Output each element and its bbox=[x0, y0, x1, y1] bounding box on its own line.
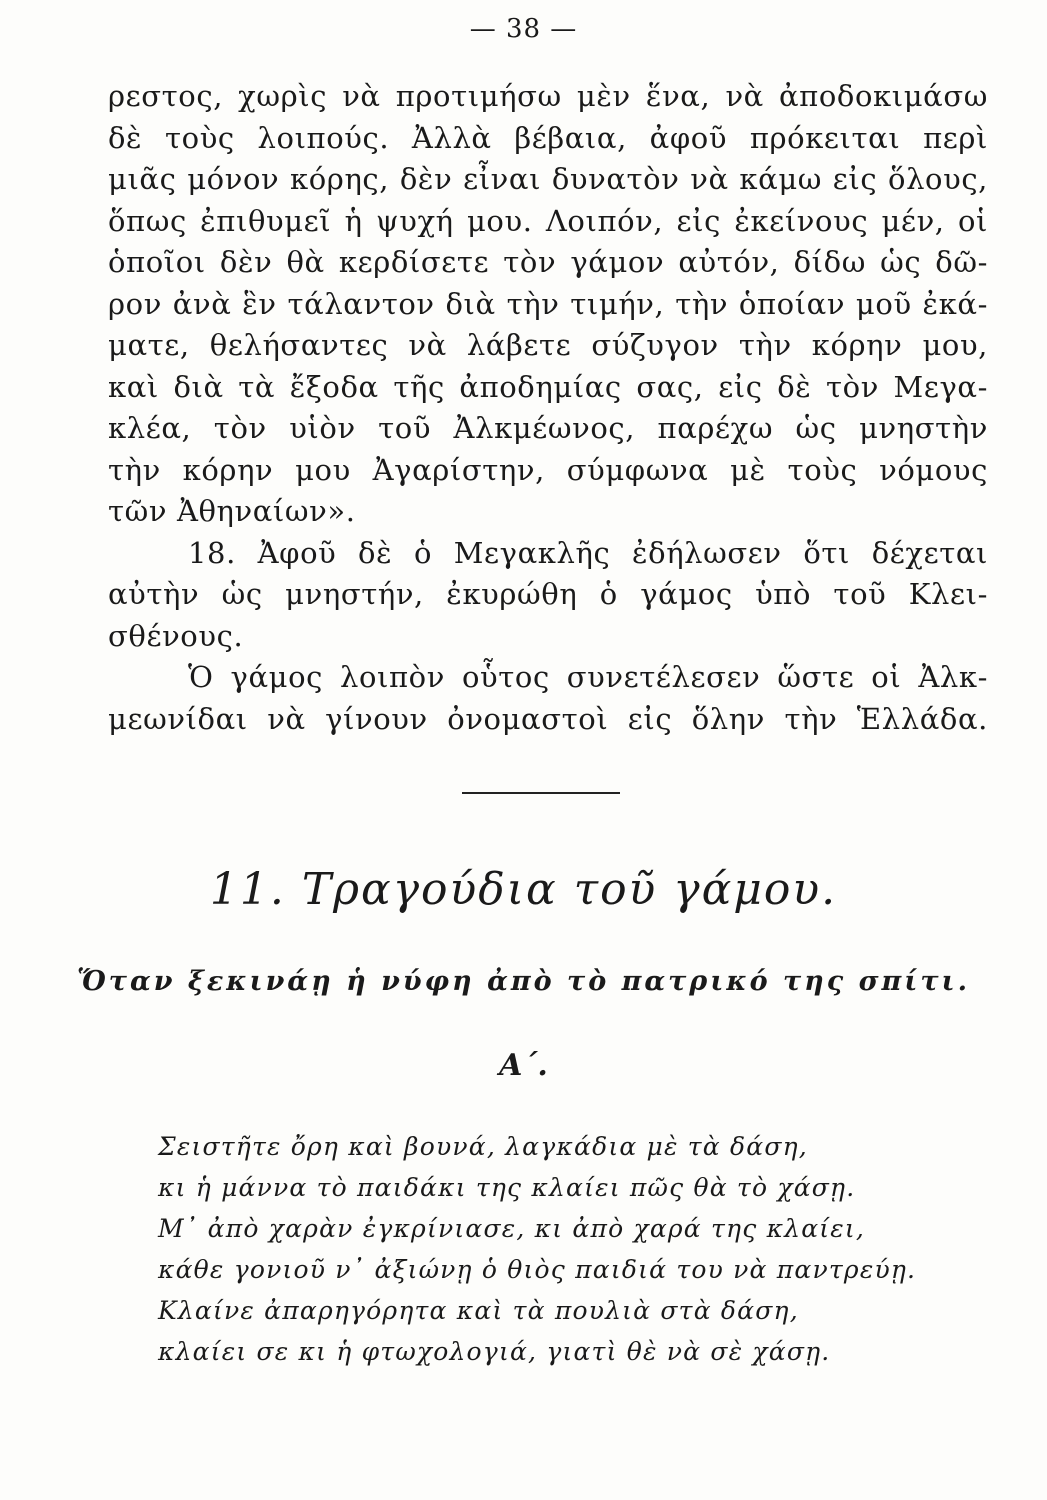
body-line: μιᾶς μόνον κόρης, δὲν εἶναι δυνατὸν νὰ κάμω εἰς ὅλους, bbox=[108, 162, 988, 196]
body-line: τὴν κόρην μου Ἀγαρίστην, σύμφωνα μὲ τοὺς νόμους bbox=[108, 452, 988, 487]
poem bbox=[158, 1126, 1018, 1372]
poem-line: Σειστῆτε ὄρη καὶ βουνά, λαγκάδια μὲ τὰ δάση, bbox=[158, 1132, 808, 1161]
body-line: μεωνίδαι νὰ γίνουν ὀνομαστοὶ εἰς ὅλην τὴν Ἑλλάδα. bbox=[108, 701, 988, 736]
body-line: ὅπως ἐπιθυμεῖ ἡ ψυχή μου. Λοιπόν, εἰς ἐκείνους μέν, οἱ bbox=[108, 203, 988, 238]
body-line: κλέα, τὸν υἱὸν τοῦ Ἀλκμέωνος, παρέχω ὡς μνηστὴν bbox=[108, 411, 988, 445]
body-line: ὁποῖοι δὲν θὰ κερδίσετε τὸν γάμον αὐτόν, δίδω ὡς δῶ- bbox=[108, 245, 988, 279]
poem-line: Κλαίνε ἀπαρηγόρητα καὶ τὰ πουλιὰ στὰ δάση, bbox=[158, 1296, 799, 1325]
body-line: καὶ διὰ τὰ ἔξοδα τῆς ἀποδημίας σας, εἰς δὲ τὸν Μεγα- bbox=[108, 369, 988, 404]
body-line: δὲ τοὺς λοιπούς. Ἀλλὰ βέβαια, ἀφοῦ πρόκειται περὶ bbox=[108, 120, 988, 155]
section-title: 11. Τραγούδια τοῦ γάμου. bbox=[209, 864, 838, 915]
body-line: ρεστος, χωρὶς νὰ προτιμήσω μὲν ἕνα, νὰ ἀποδοκιμάσω bbox=[108, 79, 988, 113]
body-line: αὐτὴν ὡς μνηστήν, ἐκυρώθη ὁ γάμος ὑπὸ τοῦ Κλει- bbox=[108, 577, 988, 611]
poem-line: κι ἡ μάννα τὸ παιδάκι της κλαίει πῶς θὰ τὸ χάσῃ. bbox=[158, 1173, 856, 1202]
section-divider bbox=[462, 792, 620, 794]
page-number: — 38 — bbox=[469, 14, 578, 44]
paragraph-18-start: 18. Ἀφοῦ δὲ ὁ Μεγακλῆς ἐδήλωσεν ὅτι δέχεται bbox=[188, 535, 988, 570]
body-line: ματε, θελήσαντες νὰ λάβετε σύζυγον τὴν κόρην μου, bbox=[108, 328, 988, 362]
stanza-label: Α΄. bbox=[499, 1048, 548, 1083]
section-subtitle: Ὅταν ξεκινάῃ ἡ νύφη ἀπὸ τὸ πατρικό της σπίτι. bbox=[77, 966, 970, 997]
poem-line: κλαίει σε κι ἡ φτωχολογιά, γιατὶ θὲ νὰ σὲ χάσῃ. bbox=[158, 1337, 831, 1366]
poem-line: κάθε γονιοῦ ν᾿ ἀξιώνῃ ὁ θιὸς παιδιά του νὰ παντρεύῃ. bbox=[158, 1255, 917, 1284]
body-text bbox=[108, 76, 988, 740]
body-line: ρον ἀνὰ ἓν τάλαντον διὰ τὴν τιμήν, τὴν ὁποίαν μοῦ ἐκά- bbox=[108, 286, 988, 321]
paragraph-start: Ὁ γάμος λοιπὸν οὗτος συνετέλεσεν ὥστε οἱ Ἀλκ- bbox=[188, 660, 988, 694]
body-line: τῶν Ἀθηναίων». bbox=[108, 494, 356, 528]
poem-line: Μ᾿ ἀπὸ χαρὰν ἐγκρίνιασε, κι ἀπὸ χαρά της κλαίει, bbox=[158, 1214, 866, 1243]
body-line: σθένους. bbox=[108, 618, 244, 653]
